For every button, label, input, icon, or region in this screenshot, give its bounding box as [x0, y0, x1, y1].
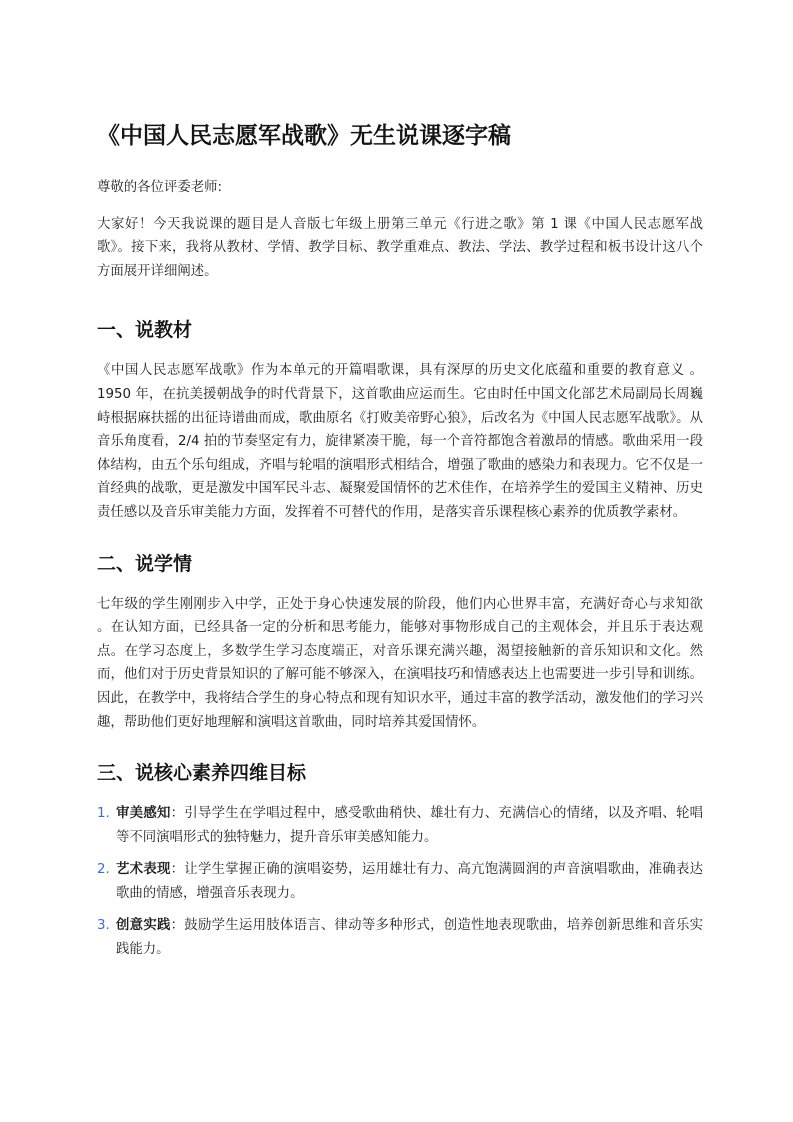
- list-term: 创意实践: [116, 918, 171, 934]
- list-number: 1.: [97, 806, 110, 822]
- goals-list: [97, 802, 703, 962]
- list-item: [97, 858, 703, 905]
- list-item: [97, 914, 703, 961]
- section-students: [97, 549, 703, 735]
- document-page: [97, 118, 703, 971]
- section-heading: 二、说学情: [97, 552, 193, 575]
- greeting: 尊敬的各位评委老师:: [97, 180, 223, 195]
- section-paragraph: 《中国人民志愿军战歌》作为本单元的开篇唱歌课，具有深厚的历史文化底蕴和重要的教育意义 。1950 年，在抗美援朝战争的时代背景下，这首歌曲应运而生。它由时任中国文化部艺术局副局长周巍峙根据麻扶摇的出征诗谱曲而成，歌曲原名《打败美帝野心狼》，后改名为《中国人民志愿军战歌》。从音乐角度看，2/4 拍的节奏坚定有力，旋律紧凑干脆，每一个音符都饱含着激昂的情感。歌曲采用一段体结构，由五个乐句组成，齐唱与轮唱的演唱形式相结合，增强了歌曲的感染力和表现力。它不仅是一首经典的战歌，更是激发中国军民斗志、凝聚爱国情怀的艺术佳作，在培养学生的爱国主义精神、历史责任感以及音乐审美能力方面，发挥着不可替代的作用，是落实音乐课程核心素养的优质教学素材。: [97, 363, 703, 520]
- section-paragraph: 七年级的学生刚刚步入中学，正处于身心快速发展的阶段，他们内心世界丰富，充满好奇心与求知欲 。在认知方面，已经具备一定的分析和思考能力，能够对事物形成自己的主观体会，并且乐于表达观点。在学习态度上，多数学生学习态度端正，对音乐课充满兴趣，渴望接触新的音乐知识和文化。然而，他们对于历史背景知识的了解可能不够深入，在演唱技巧和情感表达上也需要进一步引导和训练。因此，在教学中，我将结合学生的身心特点和现有知识水平，通过丰富的教学活动，激发他们的学习兴趣，帮助他们更好地理解和演唱这首歌曲，同时培养其爱国情怀。: [97, 596, 703, 730]
- intro-paragraph: 大家好！今天我说课的题目是人音版七年级上册第三单元《行进之歌》第 1 课《中国人民志愿军战歌》。接下来，我将从教材、学情、教学目标、教学重难点、教法、学法、教学过程和板书设计这八个方面展开详细阐述。: [97, 216, 703, 279]
- section-heading: 一、说教材: [97, 319, 193, 342]
- section-heading: 三、说核心素养四维目标: [97, 762, 307, 785]
- section-textbook: [97, 315, 703, 524]
- list-text: ：引导学生在学唱过程中，感受歌曲稍快、雄壮有力、充满信心的情绪，以及齐唱、轮唱等不同演唱形式的独特魅力，提升音乐审美感知能力。: [116, 806, 704, 845]
- list-term: 审美感知: [116, 806, 171, 822]
- list-number: 2.: [97, 862, 110, 878]
- document-title: 《中国人民志愿军战歌》无生说课逐字稿: [97, 123, 511, 149]
- list-number: 3.: [97, 918, 110, 934]
- list-text: ：鼓励学生运用肢体语言、律动等多种形式，创造性地表现歌曲，培养创新思维和音乐实践能力。: [116, 918, 704, 958]
- list-item: [97, 802, 703, 849]
- list-term: 艺术表现: [116, 862, 171, 878]
- list-text: ：让学生掌握正确的演唱姿势，运用雄壮有力、高亢饱满圆润的声音演唱歌曲，准确表达歌曲的情感，增强音乐表现力。: [116, 862, 704, 901]
- section-goals: [97, 758, 703, 962]
